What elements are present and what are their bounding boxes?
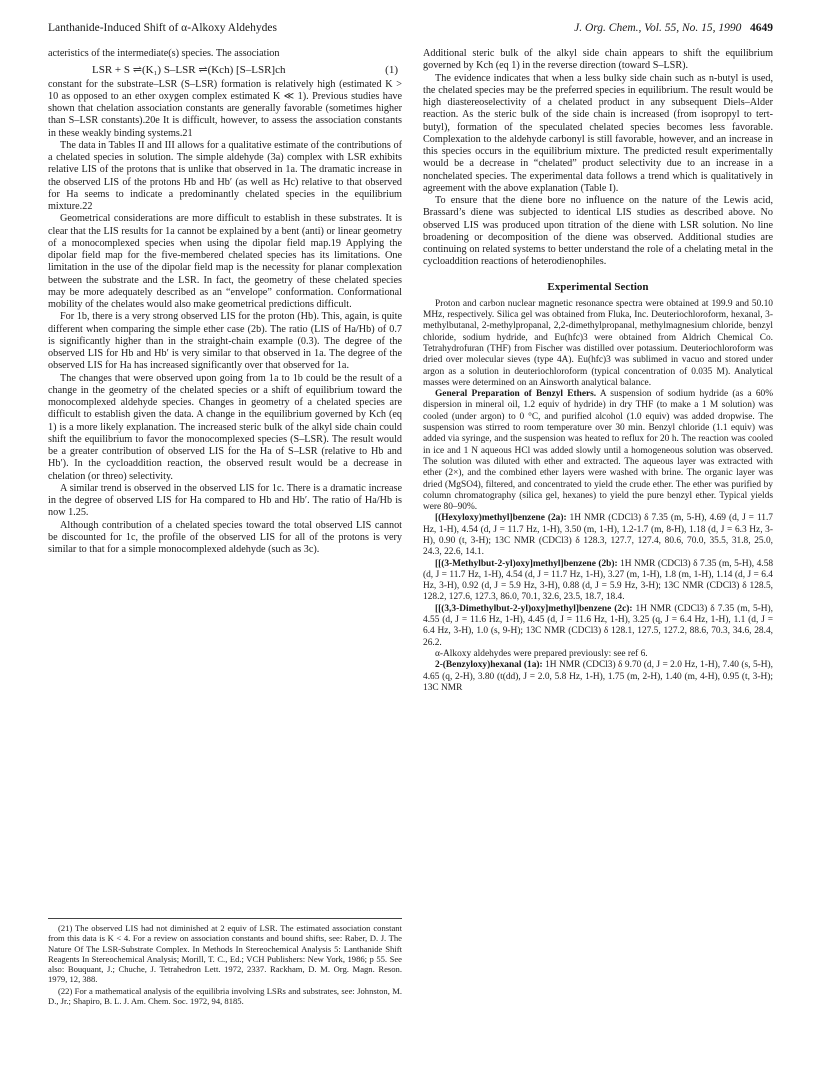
paragraph: The evidence indicates that when a less bulky side chain such as n-butyl is used, the chelated species may be the preferred species in equilibrium. The result would be high diastereoselectivity of a chelated product in any subsequent Diels–Alder reaction. As the steric bulk of the side chain is increased (from isopropyl to tert-butyl), formation of the speculated chelated species becomes less favorable. Complexation to the aldehyde carbonyl is still favorable, however, and an increase in this species occurs in the equilibrium mixture. The predicted result experimentally would be a decrease in “chelated” product selectivity due to an increase in a nonchelated species. The experimental data follows a trend which is qualitatively in agreement with the above explanation (Table I).: [423, 72, 773, 194]
paragraph: For 1b, there is a very strong observed LIS for the proton (Hb). This, again, is quite different when comparing the simple ether case (2b). The ratio (LIS of Ha/Hb) of 0.7 is significantly higher than in the straight-chain example (0.3). The degree of the observed LIS for Hb and Hb′ is very similar to that observed in 1a. The degree of the observed LIS for Ha has increased significantly over that observed for 1a.: [48, 311, 402, 372]
footnotes: [48, 918, 402, 1007]
footnote-22: (22) For a mathematical analysis of the equilibria involving LSRs and substrates, see: Johnston, M. D., Jr.; Shapiro, B. L. J. Am. Chem. Soc. 1972, 94, 8185.: [48, 985, 402, 1007]
compound-entry: 2-(Benzyloxy)hexanal (1a): 1H NMR (CDCl3) δ 9.70 (d, J = 2.0 Hz, 1-H), 7.40 (s, 5-H), 4.65 (q, 2-H), 3.80 (t(dd), J = 2.0, 5.8 Hz, 1-H), 1.75 (m, 2-H), 1.40 (m, 4-H), 0.95 (t, 3-H); 13C NMR: [423, 660, 773, 693]
paragraph: acteristics of the intermediate(s) species. The association: [48, 48, 280, 59]
paragraph: Additional steric bulk of the alkyl side chain appears to shift the equilibrium governed by Kch (eq 1) in the reverse direction (toward S–LSR).: [423, 48, 773, 72]
experimental-section: [423, 299, 773, 694]
paragraph: The data in Tables II and III allows for a qualitative estimate of the contributions of a chelated species in solution. The simple aldehyde (3a) complex with LSR exhibits relative LIS of the protons that is unlike that observed in 1a. The dramatic increase in the observed LIS of the protons Hb and Hb′ (as well as Hc) relative to that observed for Ha seems to indicate a predominantly chelated species in the equilibrium mixture.22: [48, 139, 402, 212]
paragraph: General Preparation of Benzyl Ethers. A suspension of sodium hydride (as a 60% dispersion in mineral oil, 1.2 equiv of hydride) in dry THF (to make a 1 M solution) was cooled (under argon) to 0 °C, and purified alcohol (1.0 equiv) was added dropwise. The suspension was stirred to room temperature over 30 min. Benzyl chloride (1.1 equiv) was added via syringe, and the suspension was heated to reflux for 20 h. The reaction was cooled in ice and 1 N aqueous HCl was added slowly until a homogeneous solution was observed. The solution was diluted with ether and extracted. The aqueous layer was extracted with ether (2×), and the combined ether layers were washed with brine. The organic layer was dried (MgSO4), filtered, and concentrated to yield the crude ether. The ether was purified by column chromatography (silica gel, hexanes) to yield the pure benzyl ether. Typical yields were 80–90%.: [423, 389, 773, 513]
compound-name: [(Hexyloxy)methyl]benzene (2a):: [435, 513, 567, 524]
paragraph: The changes that were observed upon going from 1a to 1b could be the result of a change in the geometry of the chelated species or a shift of equilibrium toward the monocomplexed aldehyde species. Changes in geometry of a chelated species are difficult to establish given the data. A change in the equilibrium governed by Kch (eq 1) is a more likely explanation. The increased steric bulk of the alkyl side chain could shift the equilibrium to favor the monocomplexed species (S–LSR). The result would be a greater contribution of observed LIS for the Ha of S–LSR (relative to Hb and Hb′). In the cycloaddition reaction, the observed result would be a decrease in chelation (or threo) selectivity.: [48, 372, 402, 482]
compound-entry: [[(3-Methylbut-2-yl)oxy]methyl]benzene (2b): 1H NMR (CDCl3) δ 7.35 (m, 5-H), 4.58 (d, J = 11.7 Hz, 1-H), 4.54 (d, J = 11.7 Hz, 1-H), 3.27 (m, 1-H), 1.8 (m, 1-H), 1.14 (d, J = 6.4 Hz, 3-H), 0.92 (d, J = 5.9 Hz, 3-H), 0.88 (d, J = 5.9 Hz, 3-H); 13C NMR (CDCl3) δ 128.5, 128.2, 127.6, 127.3, 86.0, 70.1, 32.6, 23.5, 18.7, 18.4.: [423, 558, 774, 603]
page-number: 4649: [750, 22, 773, 34]
section-title: Experimental Section: [547, 280, 649, 293]
compound-name: [[(3,3-Dimethylbut-2-yl)oxy]methyl]benzene (2c):: [435, 603, 633, 614]
paragraph: constant for the substrate–LSR (S–LSR) formation is relatively high (estimated K > 10 as opposed to an ether oxygen complex estimated K ≪ 1). Previous studies have shown that chelation association constants are generally favorable (sometimes higher than S–LSR constants).20e It is difficult, however, to assess the association constants in these weakly binding systems.21: [48, 78, 402, 139]
running-title: Lanthanide-Induced Shift of α-Alkoxy Aldehydes: [48, 22, 277, 34]
compound-name: [[(3-Methylbut-2-yl)oxy]methyl]benzene (2b):: [435, 558, 618, 569]
paragraph: Although contribution of a chelated species toward the total observed LIS cannot be discounted for 1c, the profile of the observed LIS for all of the protons is very similar to that for a simple monocomplexed aldehyde (such as 3c).: [48, 519, 402, 555]
journal-citation: J. Org. Chem., Vol. 55, No. 15, 1990 4649: [574, 22, 773, 34]
paragraph: Proton and carbon nuclear magnetic resonance spectra were obtained at 199.9 and 50.10 MHz, respectively. Silica gel was obtained from Fluka, Inc. Deuteriochloroform, hexanal, 3-methylbutanal, 2-methylpropanal, 2,2-dimethylpropanal, methylmagnesium chloride, benzyl chloride, sodium hydride, and Eu(hfc)3 were obtained from Aldrich Chemical Co. Tetrahydrofuran (THF) from Fischer was distilled over potassium. Deuteriochloroform was dried over molecular sieves (type 4A). Eu(hfc)3 was sublimed in vacuo and stored under argon as a solution in deuteriochloroform (typical concentration of 0.035 M). Analytical masses were determined on an Ainsworth analytical balance.: [423, 298, 773, 388]
paragraph: α-Alkoxy aldehydes were prepared previously: see ref 6.: [435, 648, 648, 659]
compound-entry: [(Hexyloxy)methyl]benzene (2a): 1H NMR (CDCl3) δ 7.35 (m, 5-H), 4.69 (d, J = 11.7 Hz, 1-H), 4.54 (d, J = 11.7 Hz, 1-H), 3.50 (m, 1-H), 1.2-1.7 (m, 8-H), 1.18 (d, J = 6.3 Hz, 3-H), 0.90 (t, 3-H); 13C NMR (CDCl3) δ 128.3, 127.7, 127.4, 80.6, 70.0, 35.5, 31.8, 25.0, 24.3, 22.6, 14.1.: [423, 513, 773, 558]
equation-number: (1): [385, 64, 398, 77]
equation-body: LSR + S ⇌(K₁) S–LSR ⇌(Kch) [S–LSR]ch: [92, 64, 286, 77]
compound-entry: [[(3,3-Dimethylbut-2-yl)oxy]methyl]benzene (2c): 1H NMR (CDCl3) δ 7.35 (m, 5-H), 4.55 (d, J = 11.6 Hz, 1-H), 4.45 (d, J = 11.6 Hz, 1-H), 3.25 (q, J = 6.4 Hz, 1-H), 1.1 (d, J = 6.4 Hz, 3-H), 1.0 (s, 9-H); 13C NMR (CDCl3) δ 128.1, 127.5, 127.2, 88.6, 70.3, 34.6, 28.4, 26.2.: [423, 603, 773, 648]
paragraph: Geometrical considerations are more difficult to establish in these substrates. It is clear that the LIS results for 1a cannot be explained by a bent (anti) or linear geometry of a monocomplexed species when using the dipolar field map.19 Applying the dipolar field map for the five-membered chelated species has its limitations. One limitation in the use of the dipolar field map is the necessity for planar complexation between the substrate and the LSR. In fact, the geometry of these chelated species may be more adequately described as an “envelope” conformation. Conformational mobility of the chelates would also make geometrical predictions difficult.: [48, 213, 402, 310]
footnote-21: (21) The observed LIS had not diminished at 2 equiv of LSR. The estimated association constant from this data is K < 4. For a review on association constants and bound shifts, see: Raber, D. J. The Nature Of The LSR-Substrate Complex. In Methods In Stereochemical Analysis 5: Lanthanide Shift Reagents In Stereochemical Analysis; Morill, T. C., Ed.; VCH Publishers: New York, 1986; p 55. See also: Bouquant, J.; Chuche, J. Tetrahedron Lett. 1972, 2337. Rackham, D. M. Org. Magn. Reson. 1979, 12, 388.: [48, 923, 402, 985]
left-column: [48, 48, 402, 556]
right-column: [423, 48, 773, 694]
procedure-title: General Preparation of Benzyl Ethers.: [435, 389, 597, 400]
running-header: [48, 22, 773, 38]
compound-name: 2-(Benzyloxy)hexanal (1a):: [435, 660, 543, 671]
equation-1: [48, 64, 402, 76]
paragraph: To ensure that the diene bore no influence on the nature of the Lewis acid, Brassard’s diene was subjected to identical LIS studies as described above. No observed LIS was produced upon titration of the diene with LSR solution. No line broadening or decomposition of the diene was observed. Additional studies are continuing on related systems to better understand the role of a chelating metal in the cycloaddition reactions of heterodienophiles.: [423, 195, 773, 268]
paragraph: A similar trend is observed in the observed LIS for 1c. There is a dramatic increase in the degree of observed LIS for Ha compared to Hb and Hb′. The ratio of Ha/Hb is now 1.25.: [48, 482, 402, 519]
